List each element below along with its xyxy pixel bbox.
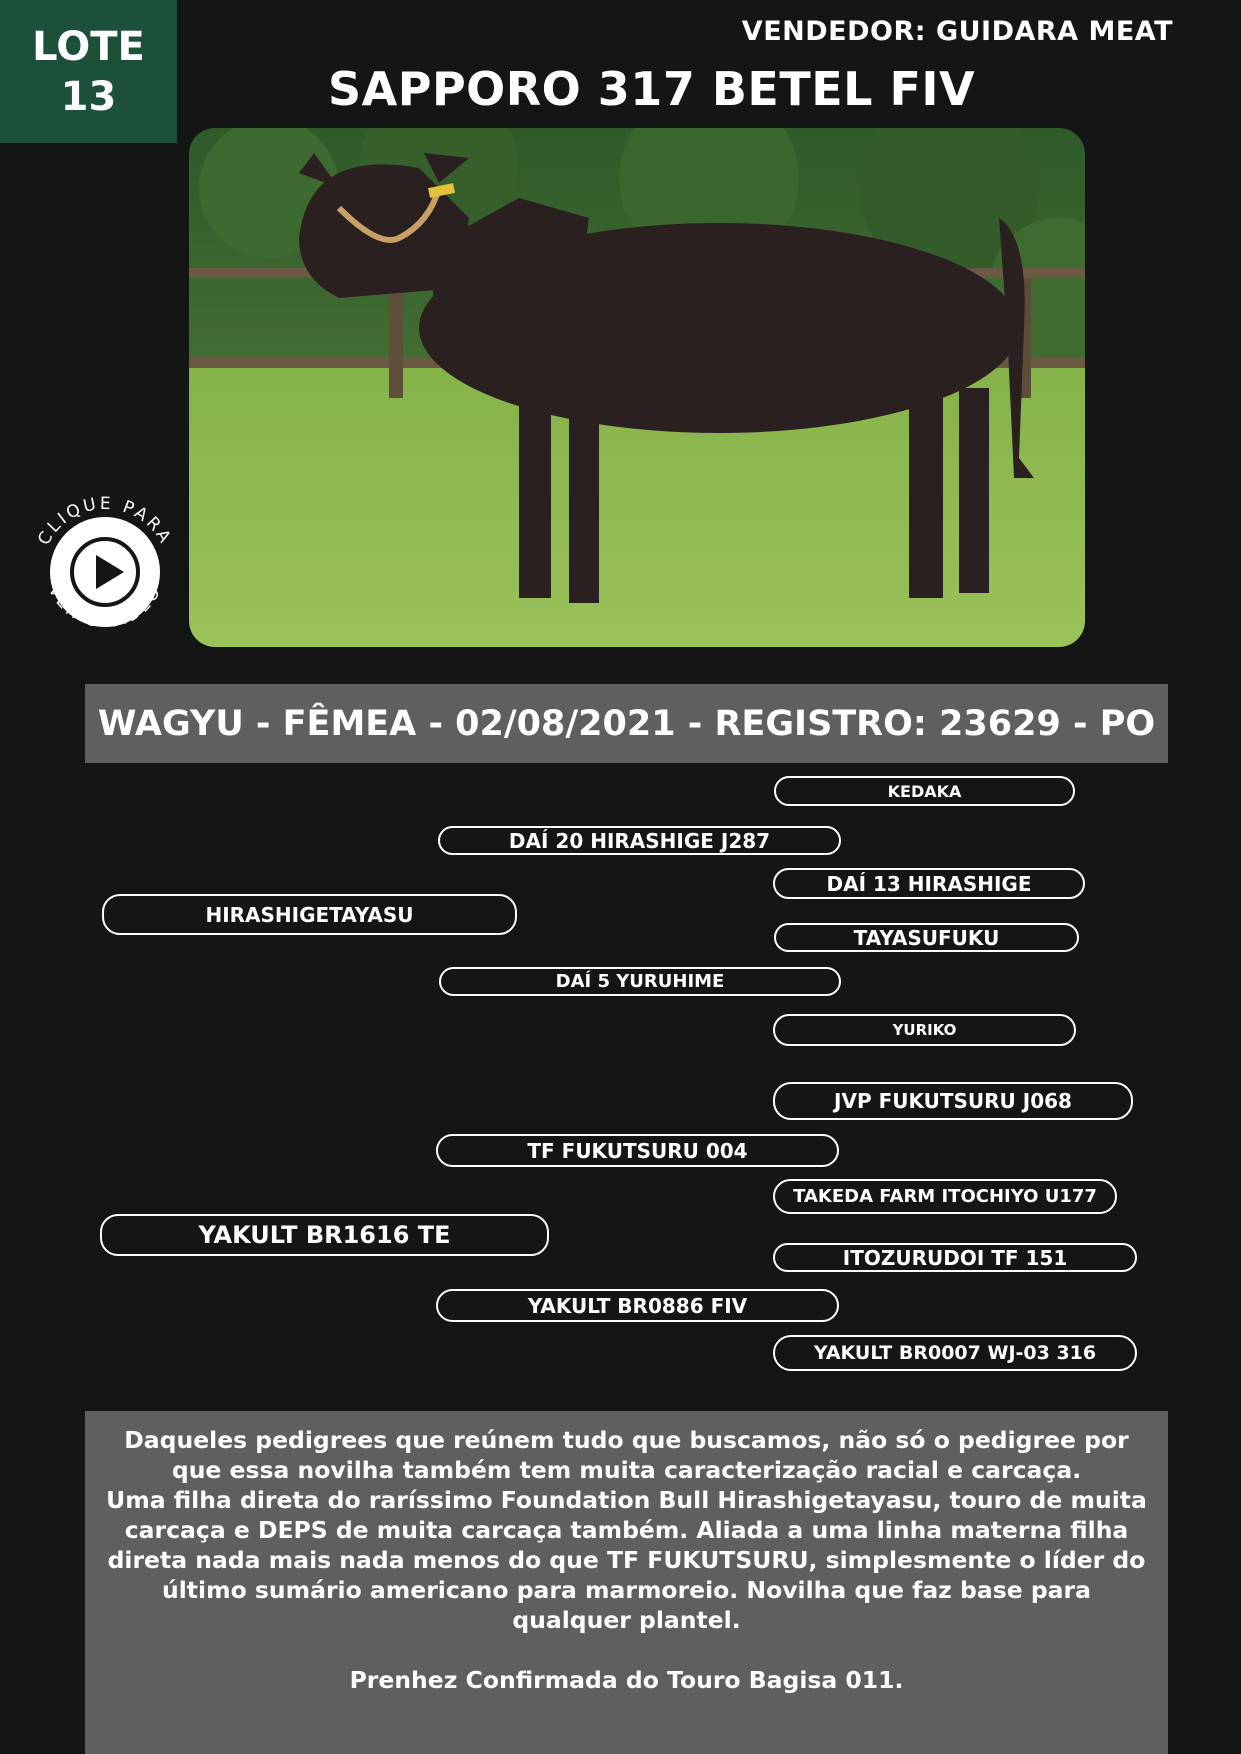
lot-label: LOTE [32,23,145,70]
seller-label: VENDEDOR: GUIDARA MEAT [741,16,1173,47]
animal-info-bar: WAGYU - FÊMEA - 02/08/2021 - REGISTRO: 23629 - PO [85,684,1168,763]
lot-number: 13 [60,73,117,120]
pedigree-dam-dam-sire: ITOZURUDOI TF 151 [773,1243,1137,1272]
description-paragraph-3: Prenhez Confirmada do Touro Bagisa 011. [349,1666,904,1694]
pedigree-dam-sire-dam: TAKEDA FARM ITOCHIYO U177 [773,1179,1117,1214]
lot-badge [0,0,177,143]
video-prompt-top: CLIQUE PARA [34,493,176,549]
pedigree-dam-dam: YAKULT BR0886 FIV [436,1289,839,1322]
pedigree-sire: HIRASHIGETAYASU [102,894,517,935]
description-panel [85,1411,1168,1754]
pedigree-sire-dam-dam: YURIKO [773,1014,1076,1046]
pedigree-dam: YAKULT BR1616 TE [100,1214,549,1256]
description-paragraph-2: Uma filha direta do raríssimo Foundation Bull Hirashigetayasu, touro de muita carcaça e DEPS de muita carcaça também. Aliada a uma linha materna filha direta nada mais nada menos do que TF FUKUTSURU, simplesmente o líder do último sumário americano para marmoreio. Novilha que faz base para qualquer plantel. [106,1486,1147,1634]
video-prompt-bottom: VER O VÍDEO [43,581,167,633]
pedigree-sire-dam: DAÍ 5 YURUHIME [439,967,841,996]
pedigree-sire-sire-sire: KEDAKA [774,776,1075,806]
pedigree-sire-sire-dam: DAÍ 13 HIRASHIGE [773,868,1085,899]
cow-photo-illustration [189,128,1085,647]
pedigree-dam-dam-dam: YAKULT BR0007 WJ-03 316 [773,1335,1137,1371]
pedigree-dam-sire-sire: JVP FUKUTSURU J068 [773,1082,1133,1120]
play-video-button[interactable] [34,492,176,652]
description-paragraph-1: Daqueles pedigrees que reúnem tudo que buscamos, não só o pedigree por que essa novilha também tem muita caracterização racial e carcaça. [124,1426,1129,1484]
cow-photo [189,128,1085,647]
pedigree-sire-sire: DAÍ 20 HIRASHIGE J287 [438,826,841,855]
pedigree-sire-dam-sire: TAYASUFUKU [774,923,1079,952]
pedigree-dam-sire: TF FUKUTSURU 004 [436,1134,839,1167]
animal-name: SAPPORO 317 BETEL FIV [328,62,976,116]
